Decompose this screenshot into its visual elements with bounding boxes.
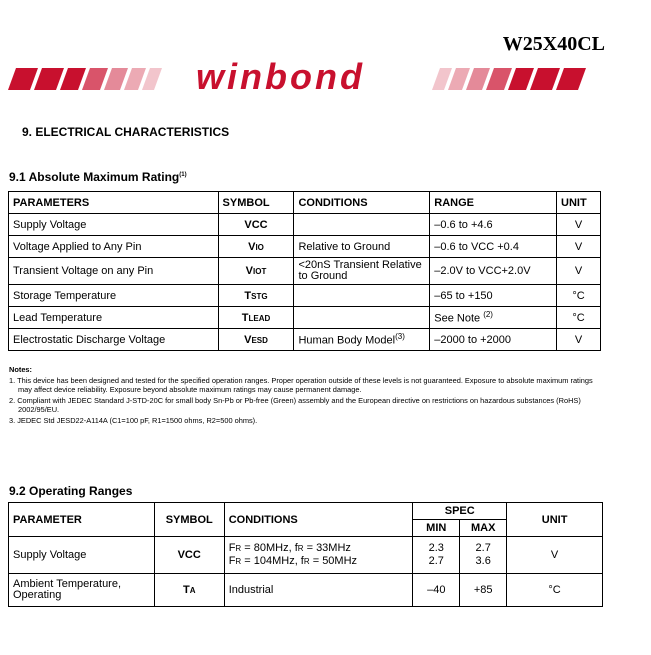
- cond-text: = 33MHz: [303, 542, 351, 554]
- section-heading-electrical: 9. ELECTRICAL CHARACTERISTICS: [22, 125, 230, 139]
- part-number: W25X40CL: [502, 33, 605, 55]
- table-row: [9, 329, 601, 351]
- section-heading-operating-ranges: 9.2 Operating Ranges: [9, 484, 133, 498]
- notes-block: [9, 365, 604, 425]
- cond-text: = 50MHz: [309, 555, 358, 567]
- symbol-main: V: [248, 240, 256, 253]
- conditions-cell: [294, 214, 430, 236]
- col-header-spec: SPEC: [413, 503, 507, 520]
- table-row: [9, 214, 601, 236]
- operating-ranges-table: [8, 502, 603, 607]
- conditions-text: Human Body Model: [298, 334, 396, 347]
- symbol-cell: [218, 258, 294, 285]
- min-cell: [413, 537, 460, 574]
- section-heading-abs-max: [9, 170, 187, 184]
- symbol-sub: LEAD: [248, 313, 271, 323]
- symbol-sub: A: [189, 586, 196, 595]
- symbol-main: T: [241, 311, 249, 324]
- param-cell: Electrostatic Discharge Voltage: [9, 329, 219, 351]
- table-row: [9, 537, 603, 574]
- table-row: [9, 258, 601, 285]
- unit-cell: V: [557, 258, 601, 285]
- range-note-ref: (2): [483, 310, 493, 320]
- range-cell: –2000 to +2000: [430, 329, 557, 351]
- col-header: RANGE: [430, 192, 557, 214]
- conditions-cell: [294, 285, 430, 307]
- symbol-sub: ESD: [251, 335, 268, 345]
- symbol-cell: VCC: [154, 537, 224, 574]
- table-row: [9, 307, 601, 329]
- symbol-main: T: [182, 584, 190, 596]
- min-cell: –40: [413, 574, 460, 607]
- col-header: PARAMETERS: [9, 192, 219, 214]
- table-row: [9, 236, 601, 258]
- cond-sub: R: [235, 544, 242, 553]
- param-cell: Voltage Applied to Any Pin: [9, 236, 219, 258]
- cond-sub: R: [303, 557, 310, 566]
- abs-max-title: 9.1 Absolute Maximum Rating: [9, 170, 180, 184]
- conditions-cell: <20nS Transient Relative to Ground: [294, 258, 430, 285]
- cond-text: = 80MHz, f: [241, 542, 298, 554]
- min-value: 2.3: [428, 542, 444, 554]
- conditions-cell: [294, 329, 430, 351]
- unit-cell: °C: [507, 574, 603, 607]
- conditions-cell: Relative to Ground: [294, 236, 430, 258]
- unit-cell: °C: [557, 307, 601, 329]
- max-cell: +85: [460, 574, 507, 607]
- symbol-sub: STG: [251, 291, 268, 301]
- table-row: [9, 285, 601, 307]
- param-cell: Storage Temperature: [9, 285, 219, 307]
- abs-max-table: [8, 191, 601, 351]
- unit-cell: V: [557, 214, 601, 236]
- unit-cell: °C: [557, 285, 601, 307]
- col-header-unit: UNIT: [507, 503, 603, 537]
- condition-line: [229, 555, 409, 568]
- range-cell: –0.6 to VCC +0.4: [430, 236, 557, 258]
- col-header-symbol: SYMBOL: [154, 503, 224, 537]
- min-value: 2.7: [428, 555, 444, 567]
- table-header-row: [9, 192, 601, 214]
- range-text: See Note: [434, 312, 481, 325]
- max-value: 3.6: [475, 555, 491, 567]
- param-cell: Lead Temperature: [9, 307, 219, 329]
- symbol-sub: IOT: [253, 267, 267, 276]
- col-header: CONDITIONS: [294, 192, 430, 214]
- symbol-main: V: [245, 265, 253, 277]
- cond-sub: R: [297, 544, 304, 553]
- col-header-conditions: CONDITIONS: [224, 503, 413, 537]
- note-item: 2. Compliant with JEDEC Standard J-STD-20C for small body Sn-Pb or Pb-free (Green) assembly and the European directive on restrictions on hazardous substances (RoHS) 2002/95/EU.: [9, 396, 581, 414]
- table-row: [9, 574, 603, 607]
- col-header-max: MAX: [460, 520, 507, 537]
- brand-stripes-right: [436, 68, 582, 90]
- range-cell: –65 to +150: [430, 285, 557, 307]
- condition-line: [229, 542, 409, 555]
- note-item: 1. This device has been designed and tested for the specified operation ranges. Proper operation outside of these levels is not guaranteed. Exposure to absolute maximum ratings may affect device reliability. Exposure beyond absolute maximum ratings may cause permanent damage.: [9, 376, 593, 394]
- symbol-cell: [154, 574, 224, 607]
- symbol-cell: VCC: [218, 214, 294, 236]
- col-header-min: MIN: [413, 520, 460, 537]
- range-cell: –2.0V to VCC+2.0V: [430, 258, 557, 285]
- max-cell: [460, 537, 507, 574]
- symbol-main: V: [244, 333, 252, 346]
- param-cell: Transient Voltage on any Pin: [9, 258, 219, 285]
- col-header: SYMBOL: [218, 192, 294, 214]
- cond-text: = 104MHz, f: [241, 555, 304, 567]
- abs-max-superscript: (1): [179, 172, 187, 178]
- unit-cell: V: [557, 236, 601, 258]
- notes-title: Notes:: [9, 365, 32, 374]
- param-cell: Ambient Temperature, Operating: [9, 574, 155, 607]
- col-header: UNIT: [557, 192, 601, 214]
- conditions-note-ref: (3): [395, 332, 405, 342]
- range-cell: [430, 307, 557, 329]
- brand-stripes-left: [12, 68, 158, 90]
- max-value: 2.7: [475, 542, 491, 554]
- symbol-cell: [218, 307, 294, 329]
- symbol-cell: [218, 236, 294, 258]
- conditions-cell: [294, 307, 430, 329]
- cond-text: F: [228, 542, 236, 554]
- cond-text: F: [228, 555, 236, 567]
- conditions-cell: Industrial: [224, 574, 413, 607]
- unit-cell: V: [557, 329, 601, 351]
- range-cell: –0.6 to +4.6: [430, 214, 557, 236]
- symbol-main: T: [244, 289, 252, 302]
- param-cell: Supply Voltage: [9, 537, 155, 574]
- symbol-cell: [218, 329, 294, 351]
- param-cell: Supply Voltage: [9, 214, 219, 236]
- conditions-cell: [224, 537, 413, 574]
- unit-cell: V: [507, 537, 603, 574]
- note-item: 3. JEDEC Std JESD22-A114A (C1=100 pF, R1=1500 ohms, R2=500 ohms).: [9, 416, 258, 425]
- symbol-cell: [218, 285, 294, 307]
- brand-logo: winbond: [196, 56, 365, 97]
- symbol-sub: IO: [255, 242, 264, 252]
- table-header-row: [9, 503, 603, 520]
- col-header-parameter: PARAMETER: [9, 503, 155, 537]
- cond-sub: R: [235, 557, 242, 566]
